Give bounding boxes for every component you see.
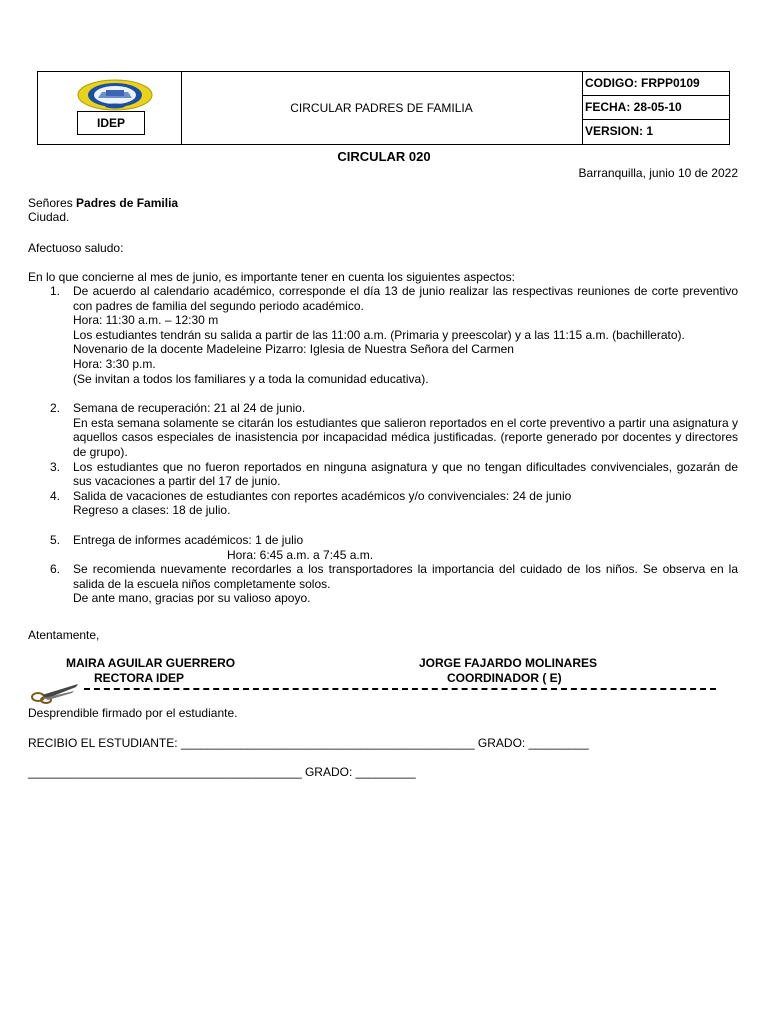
- header-table: [37, 71, 730, 145]
- codigo-field: CODIGO: FRPP0109: [582, 72, 729, 96]
- item-line: Semana de recuperación: 21 al 24 de junio.: [73, 401, 306, 416]
- item-number: 3.: [50, 459, 61, 474]
- item-number: 4.: [50, 488, 61, 503]
- left-signatory-name: MAIRA AGUILAR GUERRERO: [66, 656, 236, 670]
- salutation: Afectuoso saludo:: [28, 241, 124, 255]
- date-line: Barranquilla, junio 10 de 2022: [578, 166, 738, 180]
- header-title: CIRCULAR PADRES DE FAMILIA: [181, 72, 583, 144]
- addressee-line: [28, 196, 178, 210]
- item-line: (Se invitan a todos los familiares y a toda la comunidad educativa).: [73, 371, 429, 386]
- item-line: Se recomienda nuevamente recordarles a los transportadores la importancia del cuidado de los niños. Se observa en la salida de la escuela niños completamente solos.: [73, 562, 738, 591]
- second-line: _________________________________________ GRADO: _________: [28, 765, 416, 779]
- list-item: [28, 401, 738, 459]
- addressee-prefix: Señores: [28, 196, 77, 210]
- logo-cell: [38, 72, 182, 144]
- detachable-label: Desprendible firmado por el estudiante.: [28, 706, 238, 720]
- cut-line: [84, 688, 716, 690]
- item-line: Hora: 11:30 a.m. – 12:30 m: [73, 313, 219, 328]
- list-item: [28, 489, 738, 518]
- right-signatory-name: JORGE FAJARDO MOLINARES: [419, 656, 598, 670]
- closing: Atentamente,: [28, 628, 100, 642]
- list-item: [28, 460, 738, 489]
- item-number: 2.: [50, 401, 61, 416]
- intro-paragraph: En lo que concierne al mes de junio, es importante tener en cuenta los siguientes aspectos:: [28, 270, 515, 284]
- aspects-list: [28, 284, 738, 606]
- header-meta: [582, 72, 729, 144]
- right-signatory-role: COORDINADOR ( E): [447, 671, 562, 685]
- city-line: Ciudad.: [28, 210, 70, 224]
- item-number: 6.: [50, 562, 61, 577]
- list-item: [28, 284, 738, 386]
- item-line: Novenario de la docente Madeleine Pizarro: Iglesia de Nuestra Señora del Carmen: [73, 342, 514, 357]
- school-logo-icon: [76, 78, 154, 112]
- left-signatory-role: RECTORA IDEP: [94, 671, 185, 685]
- item-number: 5.: [50, 532, 61, 547]
- circular-title: CIRCULAR 020: [337, 149, 431, 164]
- scissors-icon: [30, 682, 80, 704]
- list-item: [28, 533, 738, 562]
- item-line: Hora: 6:45 a.m. a 7:45 a.m.: [227, 547, 374, 562]
- item-line: Regreso a clases: 18 de julio.: [73, 503, 231, 518]
- item-line: Los estudiantes que no fueron reportados en ninguna asignatura y que no tengan dificultades convivenciales, gozarán de sus vacaciones a partir del 17 de junio.: [73, 459, 738, 489]
- item-line: De acuerdo al calendario académico, corresponde el día 13 de junio realizar las respectivas reuniones de corte preventivo con padres de familia del segundo periodo académico.: [73, 284, 738, 313]
- version-field: VERSION: 1: [585, 124, 654, 138]
- recibio-line: RECIBIO EL ESTUDIANTE: ____________________________________________ GRADO: _________: [28, 736, 589, 750]
- addressee-bold: Padres de Familia: [76, 196, 179, 210]
- item-line: En esta semana solamente se citarán los estudiantes que salieron reportados en el corte preventivo a partir una asignatura y aquellos casos especiales de inasistencia por incapacidad médica justificadas. (reporte generado por docentes y directores de grupo).: [73, 415, 738, 459]
- item-line: Hora: 3:30 p.m.: [73, 356, 156, 371]
- fecha-field: FECHA: 28-05-10: [582, 96, 729, 120]
- item-line: De ante mano, gracias por su valioso apoyo.: [73, 591, 311, 606]
- item-number: 1.: [50, 284, 61, 298]
- item-line: Salida de vacaciones de estudiantes con reportes académicos y/o convivenciales: 24 de junio: [73, 488, 572, 503]
- list-item: [28, 562, 738, 606]
- item-line: Los estudiantes tendrán su salida a partir de las 11:00 a.m. (Primaria y preescolar) y a las 11:15 a.m. (bachillerato).: [73, 327, 685, 342]
- logo-label: IDEP: [77, 111, 145, 135]
- item-line: Entrega de informes académicos: 1 de julio: [73, 532, 304, 547]
